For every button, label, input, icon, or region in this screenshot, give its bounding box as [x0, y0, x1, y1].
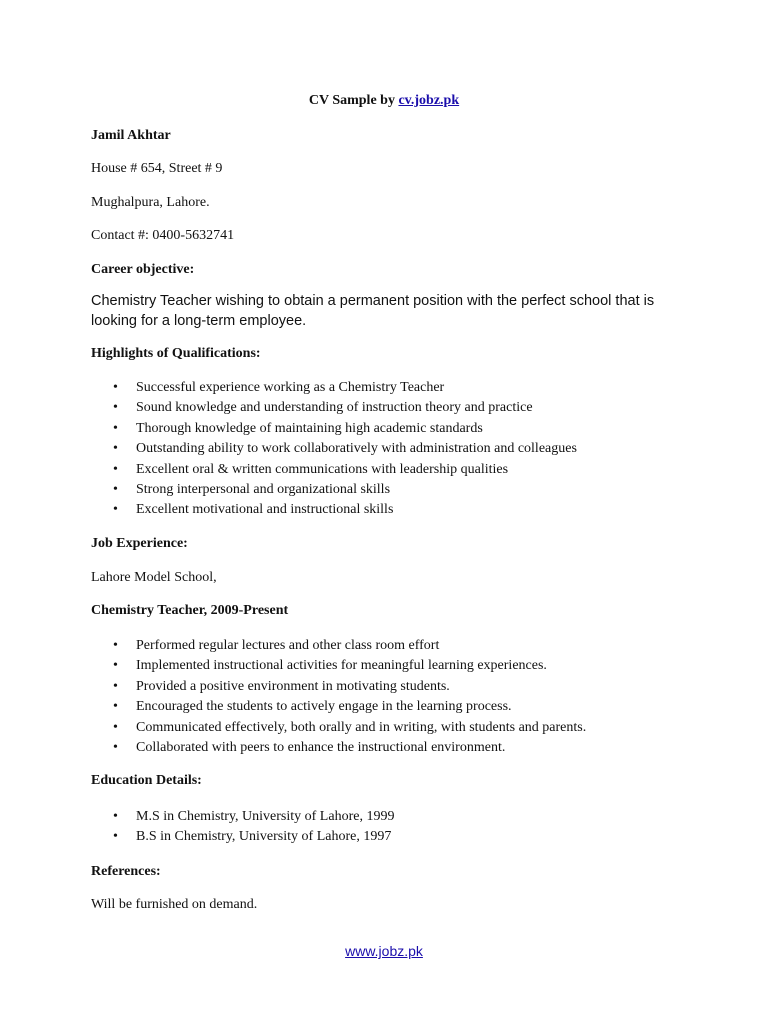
footer — [0, 943, 768, 959]
list-item: • Collaborated with peers to enhance the instructional environment. — [113, 738, 586, 758]
title-prefix: CV Sample by — [308, 93, 395, 108]
list-item: • Performed regular lectures and other class room effort — [113, 636, 586, 656]
career-objective-text: Chemistry Teacher wishing to obtain a permanent position with the perfect school that is looking for a long-term employee. — [91, 293, 655, 329]
list-item: • Sound knowledge and understanding of instruction theory and practice — [113, 398, 577, 418]
list-item: • Excellent oral & written communications with leadership qualities — [113, 460, 577, 480]
address-line-1: House # 654, Street # 9 — [91, 161, 223, 176]
education-list — [113, 807, 394, 848]
title-link[interactable]: cv.jobz.pk — [398, 93, 460, 108]
employer-name: Lahore Model School, — [91, 570, 217, 585]
list-item: • Communicated effectively, both orally and in writing, with students and parents. — [113, 718, 586, 738]
list-item: • Outstanding ability to work collaboratively with administration and colleagues — [113, 439, 577, 459]
list-item: • Implemented instructional activities for meaningful learning experiences. — [113, 656, 586, 676]
qualifications-heading: Highlights of Qualifications: — [91, 346, 261, 361]
address-line-2: Mughalpura, Lahore. — [91, 195, 210, 210]
list-item: • M.S in Chemistry, University of Lahore, 1999 — [113, 807, 394, 827]
list-item: • Excellent motivational and instructional skills — [113, 500, 577, 520]
candidate-name: Jamil Akhtar — [91, 128, 171, 143]
list-item: • Thorough knowledge of maintaining high academic standards — [113, 419, 577, 439]
experience-list — [113, 636, 586, 758]
qualifications-list — [113, 378, 577, 521]
list-item: • Encouraged the students to actively engage in the learning process. — [113, 697, 586, 717]
list-item: • Provided a positive environment in motivating students. — [113, 677, 586, 697]
list-item: • Successful experience working as a Chemistry Teacher — [113, 378, 577, 398]
document-title — [0, 93, 768, 109]
list-item: • B.S in Chemistry, University of Lahore, 1997 — [113, 827, 394, 847]
references-heading: References: — [91, 864, 161, 879]
footer-link[interactable]: www.jobz.pk — [345, 943, 423, 959]
education-heading: Education Details: — [91, 773, 202, 788]
career-objective-heading: Career objective: — [91, 262, 195, 277]
job-role: Chemistry Teacher, 2009-Present — [91, 603, 289, 618]
list-item: • Strong interpersonal and organizational skills — [113, 480, 577, 500]
references-text: Will be furnished on demand. — [91, 897, 258, 912]
job-experience-heading: Job Experience: — [91, 536, 188, 551]
contact-number: Contact #: 0400-5632741 — [91, 228, 235, 243]
